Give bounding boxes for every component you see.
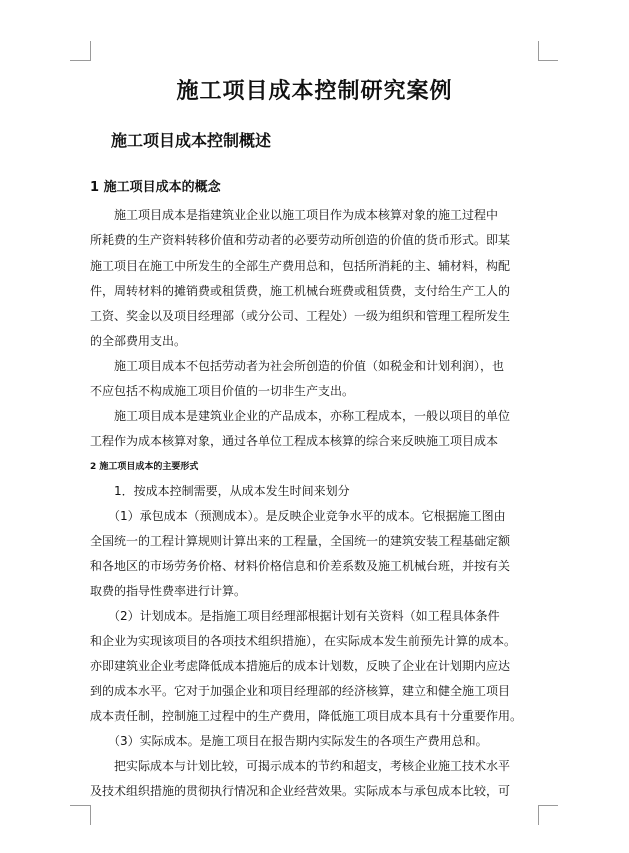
crop-mark-top-right-v	[538, 41, 539, 61]
paragraph-line: 工资、奖金以及项目经理部（或分公司、工程处）一级为组织和管理工程所发生	[90, 309, 511, 323]
paragraph-line: 施工项目成本是建筑业企业的产品成本，亦称工程成本，一般以项目的单位	[90, 409, 511, 423]
paragraph-line: 1．按成本控制需要，从成本发生时间来划分	[90, 484, 350, 498]
paragraph-line: 把实际成本与计划比较，可揭示成本的节约和超支，考核企业施工技术水平	[90, 759, 511, 773]
paragraph-line: 所耗费的生产资料转移价值和劳动者的必要劳动所创造的价值的货币形式。即某	[90, 233, 511, 247]
paragraph-line: 工程作为成本核算对象，通过各单位工程成本核算的综合来反映施工项目成本	[90, 434, 499, 448]
crop-mark-bottom-right-v	[538, 805, 539, 825]
section-subtitle: 施工项目成本控制概述	[111, 131, 272, 150]
paragraph-line: 及技术组织措施的贯彻执行情况和企业经营效果。实际成本与承包成本比较，可	[90, 784, 511, 798]
crop-mark-top-left-v	[90, 41, 91, 61]
paragraph-line: 施工项目成本不包括劳动者为社会所创造的价值（如税金和计划利润），也	[90, 359, 505, 373]
paragraph-line: 成本责任制，控制施工过程中的生产费用，降低施工项目成本具有十分重要作用。	[90, 709, 523, 723]
paragraph-line: （1）承包成本（预测成本）。是反映企业竞争水平的成本。它根据施工图由	[90, 509, 506, 523]
paragraph-line: （2）计划成本。是指施工项目经理部根据计划有关资料（如工程具体条件	[90, 609, 500, 623]
paragraph-line: 到的成本水平。它对于加强企业和项目经理部的经济核算，建立和健全施工项目	[90, 684, 511, 698]
paragraph-line: 施工项目成本是指建筑业企业以施工项目作为成本核算对象的施工过程中	[90, 208, 499, 222]
paragraph-line: 亦即建筑业企业考虑降低成本措施后的成本计划数，反映了企业在计划期内应达	[90, 659, 511, 673]
paragraph-line: 全国统一的工程计算规则计算出来的工程量，全国统一的建筑安装工程基础定额	[90, 534, 511, 548]
document-title: 施工项目成本控制研究案例	[176, 78, 453, 104]
paragraph-line: 取费的指导性费率进行计算。	[90, 584, 247, 598]
heading-cost-concept: 1 施工项目成本的概念	[90, 180, 221, 195]
crop-mark-top-left-h	[70, 60, 90, 61]
heading-cost-forms: 2 施工项目成本的主要形式	[90, 462, 199, 472]
crop-mark-top-right-h	[538, 60, 558, 61]
crop-mark-bottom-right-h	[538, 805, 558, 806]
paragraph-line: 施工项目在施工中所发生的全部生产费用总和，包括所消耗的主、辅材料，构配	[90, 259, 511, 273]
paragraph-line: （3）实际成本。是施工项目在报告期内实际发生的各项生产费用总和。	[90, 734, 488, 748]
paragraph-line: 不应包括不构成施工项目价值的一切非生产支出。	[90, 384, 355, 398]
crop-mark-bottom-left-v	[90, 805, 91, 825]
paragraph-line: 和各地区的市场劳务价格、材料价格信息和价差系数及施工机械台班，并按有关	[90, 559, 511, 573]
paragraph-line: 的全部费用支出。	[90, 334, 187, 348]
paragraph-line: 和企业为实现该项目的各项技术组织措施），在实际成本发生前预先计算的成本。	[90, 634, 517, 648]
paragraph-line: 件，周转材料的摊销费或租赁费，施工机械台班费或租赁费，支付给生产工人的	[90, 284, 511, 298]
crop-mark-bottom-left-h	[70, 805, 90, 806]
